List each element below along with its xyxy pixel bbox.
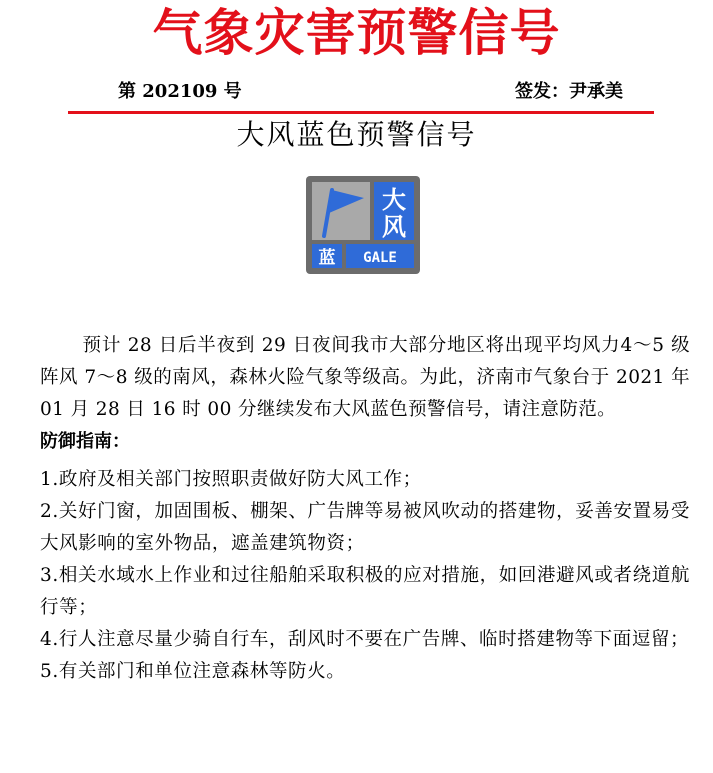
icon-char-top: 大 <box>382 186 406 214</box>
guide-item: 1.政府及相关部门按照职责做好防大风工作； <box>40 469 422 490</box>
guide-item: 5.有关部门和单位注意森林等防火。 <box>40 661 346 682</box>
icon-label: GALE <box>363 250 397 266</box>
icon-char-bottom: 风 <box>382 213 406 241</box>
gale-blue-warning-icon <box>306 176 420 274</box>
guide-title: 防御指南： <box>40 431 130 452</box>
document-body <box>40 330 690 688</box>
document-title: 气象灾害预警信号 <box>152 4 561 62</box>
document-number: 第 202109 号 <box>118 81 242 102</box>
header-divider <box>68 111 654 114</box>
guide-list <box>40 464 690 688</box>
guide-item: 2.关好门窗，加固围板、棚架、广告牌等易被风吹动的搭建物，妥善安置易受大风影响的室外物品，遮盖建筑物资； <box>40 501 690 554</box>
icon-level-char: 蓝 <box>318 248 336 268</box>
guide-item: 3.相关水域水上作业和过往船舶采取积极的应对措施，如回港避风或者绕道航行等； <box>40 565 690 618</box>
guide-item: 4.行人注意尽量少骑自行车，刮风时不要在广告牌、临时搭建物等下面逗留； <box>40 629 690 650</box>
warning-paragraph: 预计 28 日后半夜到 29 日夜间我市大部分地区将出现平均风力4～5 级阵风 7～8 级的南风，森林火险气象等级高。为此，济南市气象台于 2021 年 01 月 28 日 16 时 00 分继续发布大风蓝色预警信号，请注意防范。 <box>40 335 690 420</box>
signer: 签发：尹承美 <box>515 81 623 102</box>
warning-title: 大风蓝色预警信号 <box>236 118 477 151</box>
